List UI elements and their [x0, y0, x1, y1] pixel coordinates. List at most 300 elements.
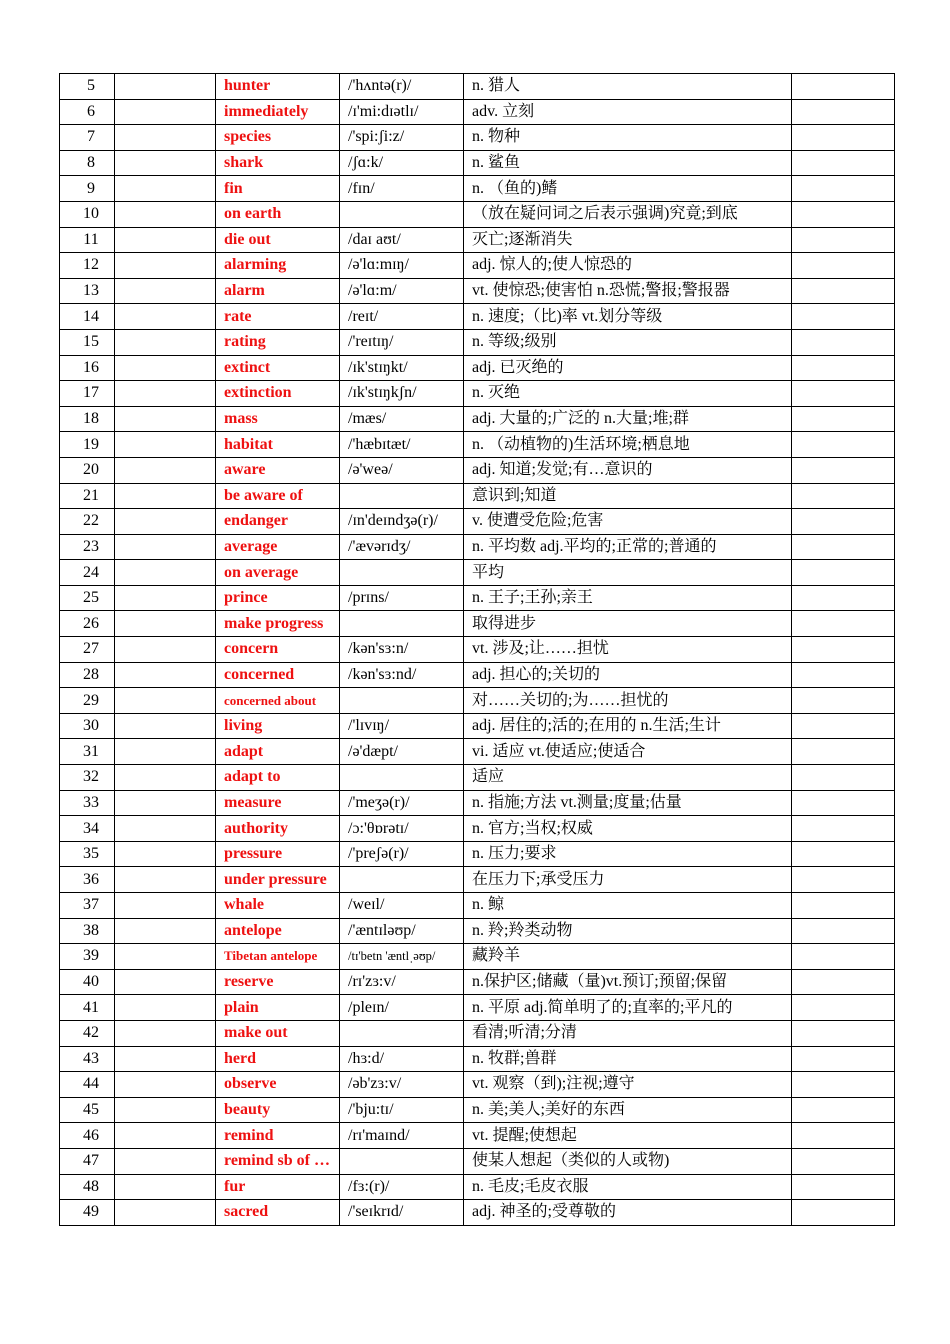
table-row — [60, 688, 895, 714]
table-row — [60, 381, 895, 407]
word-cell: adapt to — [216, 765, 340, 791]
phonetic-cell: /'ævərɪdʒ/ — [340, 534, 464, 560]
row-number-cell: 33 — [60, 790, 115, 816]
blank-cell — [115, 611, 216, 637]
table-row — [60, 969, 895, 995]
notes-cell — [792, 611, 895, 637]
blank-cell — [115, 278, 216, 304]
notes-cell — [792, 867, 895, 893]
phonetic-cell: /tɪ'betn 'æntlˌəʊp/ — [340, 944, 464, 970]
meaning-cell: n. 毛皮;毛皮衣服 — [464, 1174, 792, 1200]
meaning-cell: 取得进步 — [464, 611, 792, 637]
row-number-cell: 42 — [60, 1020, 115, 1046]
blank-cell — [115, 662, 216, 688]
notes-cell — [792, 483, 895, 509]
row-number-cell: 29 — [60, 688, 115, 714]
row-number-cell: 43 — [60, 1046, 115, 1072]
word-cell: immediately — [216, 99, 340, 125]
table-row — [60, 406, 895, 432]
word-cell: sacred — [216, 1200, 340, 1226]
table-row — [60, 253, 895, 279]
notes-cell — [792, 329, 895, 355]
table-row — [60, 1072, 895, 1098]
table-row — [60, 150, 895, 176]
phonetic-cell: /rɪ'zɜ:v/ — [340, 969, 464, 995]
word-cell: on earth — [216, 201, 340, 227]
table-row — [60, 585, 895, 611]
blank-cell — [115, 457, 216, 483]
meaning-cell: adj. 神圣的;受尊敬的 — [464, 1200, 792, 1226]
word-cell: Tibetan antelope — [216, 944, 340, 970]
table-row — [60, 867, 895, 893]
row-number-cell: 14 — [60, 304, 115, 330]
meaning-cell: vt. 涉及;让……担忧 — [464, 637, 792, 663]
row-number-cell: 13 — [60, 278, 115, 304]
phonetic-cell: /prɪns/ — [340, 585, 464, 611]
notes-cell — [792, 1200, 895, 1226]
meaning-cell: v. 使遭受危险;危害 — [464, 509, 792, 535]
row-number-cell: 27 — [60, 637, 115, 663]
notes-cell — [792, 99, 895, 125]
meaning-cell: n. 平原 adj.简单明了的;直率的;平凡的 — [464, 995, 792, 1021]
word-cell: shark — [216, 150, 340, 176]
table-row — [60, 995, 895, 1021]
meaning-cell: 平均 — [464, 560, 792, 586]
vocabulary-table — [59, 73, 895, 1226]
phonetic-cell: /ɔ:'θɒrətɪ/ — [340, 816, 464, 842]
blank-cell — [115, 765, 216, 791]
word-cell: remind sb of … — [216, 1148, 340, 1174]
blank-cell — [115, 790, 216, 816]
row-number-cell: 6 — [60, 99, 115, 125]
row-number-cell: 30 — [60, 713, 115, 739]
phonetic-cell: /ɪ'mi:dɪətlɪ/ — [340, 99, 464, 125]
notes-cell — [792, 637, 895, 663]
blank-cell — [115, 1174, 216, 1200]
meaning-cell: n. 鲨鱼 — [464, 150, 792, 176]
meaning-cell: n. 指施;方法 vt.测量;度量;估量 — [464, 790, 792, 816]
notes-cell — [792, 201, 895, 227]
word-cell: fur — [216, 1174, 340, 1200]
blank-cell — [115, 893, 216, 919]
phonetic-cell — [340, 611, 464, 637]
blank-cell — [115, 125, 216, 151]
blank-cell — [115, 969, 216, 995]
blank-cell — [115, 176, 216, 202]
word-cell: fin — [216, 176, 340, 202]
word-cell: concerned about — [216, 688, 340, 714]
table-row — [60, 560, 895, 586]
blank-cell — [115, 201, 216, 227]
phonetic-cell: /'meʒə(r)/ — [340, 790, 464, 816]
phonetic-cell — [340, 1020, 464, 1046]
phonetic-cell: /'hæbɪtæt/ — [340, 432, 464, 458]
blank-cell — [115, 944, 216, 970]
blank-cell — [115, 99, 216, 125]
meaning-cell: 看清;听清;分清 — [464, 1020, 792, 1046]
phonetic-cell: /kən'sɜ:nd/ — [340, 662, 464, 688]
notes-cell — [792, 534, 895, 560]
phonetic-cell: /'æntɪləʊp/ — [340, 918, 464, 944]
word-cell: extinct — [216, 355, 340, 381]
row-number-cell: 47 — [60, 1148, 115, 1174]
meaning-cell: 对……关切的;为……担忧的 — [464, 688, 792, 714]
word-cell: die out — [216, 227, 340, 253]
phonetic-cell: /fɪn/ — [340, 176, 464, 202]
row-number-cell: 5 — [60, 74, 115, 100]
phonetic-cell: /hɜ:d/ — [340, 1046, 464, 1072]
phonetic-cell: /kən'sɜ:n/ — [340, 637, 464, 663]
blank-cell — [115, 918, 216, 944]
blank-cell — [115, 227, 216, 253]
notes-cell — [792, 176, 895, 202]
notes-cell — [792, 1148, 895, 1174]
table-row — [60, 790, 895, 816]
meaning-cell: n.保护区;储藏（量)vt.预订;预留;保留 — [464, 969, 792, 995]
row-number-cell: 28 — [60, 662, 115, 688]
row-number-cell: 49 — [60, 1200, 115, 1226]
table-row — [60, 611, 895, 637]
word-cell: be aware of — [216, 483, 340, 509]
blank-cell — [115, 816, 216, 842]
meaning-cell: n. 等级;级别 — [464, 329, 792, 355]
blank-cell — [115, 150, 216, 176]
word-cell: remind — [216, 1123, 340, 1149]
notes-cell — [792, 918, 895, 944]
notes-cell — [792, 432, 895, 458]
blank-cell — [115, 688, 216, 714]
blank-cell — [115, 304, 216, 330]
phonetic-cell: /'spi:ʃi:z/ — [340, 125, 464, 151]
table-row — [60, 918, 895, 944]
vocabulary-table-body — [60, 74, 895, 1226]
word-cell: antelope — [216, 918, 340, 944]
row-number-cell: 44 — [60, 1072, 115, 1098]
table-row — [60, 713, 895, 739]
word-cell: mass — [216, 406, 340, 432]
word-cell: prince — [216, 585, 340, 611]
table-row — [60, 1174, 895, 1200]
meaning-cell: n. （鱼的)鳍 — [464, 176, 792, 202]
table-row — [60, 1046, 895, 1072]
notes-cell — [792, 739, 895, 765]
blank-cell — [115, 1148, 216, 1174]
notes-cell — [792, 1097, 895, 1123]
row-number-cell: 21 — [60, 483, 115, 509]
notes-cell — [792, 1020, 895, 1046]
table-row — [60, 765, 895, 791]
notes-cell — [792, 457, 895, 483]
blank-cell — [115, 483, 216, 509]
row-number-cell: 24 — [60, 560, 115, 586]
phonetic-cell: /'reɪtɪŋ/ — [340, 329, 464, 355]
meaning-cell: 意识到;知道 — [464, 483, 792, 509]
word-cell: make progress — [216, 611, 340, 637]
row-number-cell: 40 — [60, 969, 115, 995]
row-number-cell: 32 — [60, 765, 115, 791]
meaning-cell: n. 压力;要求 — [464, 841, 792, 867]
phonetic-cell: /ə'lɑ:mɪŋ/ — [340, 253, 464, 279]
meaning-cell: adj. 担心的;关切的 — [464, 662, 792, 688]
phonetic-cell: /pleɪn/ — [340, 995, 464, 1021]
word-cell: alarm — [216, 278, 340, 304]
notes-cell — [792, 816, 895, 842]
table-row — [60, 1123, 895, 1149]
row-number-cell: 10 — [60, 201, 115, 227]
word-cell: concern — [216, 637, 340, 663]
row-number-cell: 17 — [60, 381, 115, 407]
table-row — [60, 227, 895, 253]
blank-cell — [115, 1097, 216, 1123]
table-row — [60, 1020, 895, 1046]
meaning-cell: adj. 知道;发觉;有…意识的 — [464, 457, 792, 483]
blank-cell — [115, 253, 216, 279]
table-row — [60, 304, 895, 330]
notes-cell — [792, 1072, 895, 1098]
word-cell: on average — [216, 560, 340, 586]
word-cell: observe — [216, 1072, 340, 1098]
notes-cell — [792, 406, 895, 432]
blank-cell — [115, 995, 216, 1021]
word-cell: living — [216, 713, 340, 739]
phonetic-cell: /ə'weə/ — [340, 457, 464, 483]
table-row — [60, 509, 895, 535]
row-number-cell: 9 — [60, 176, 115, 202]
word-cell: beauty — [216, 1097, 340, 1123]
phonetic-cell — [340, 688, 464, 714]
row-number-cell: 37 — [60, 893, 115, 919]
notes-cell — [792, 1123, 895, 1149]
table-row — [60, 534, 895, 560]
phonetic-cell: /mæs/ — [340, 406, 464, 432]
notes-cell — [792, 765, 895, 791]
row-number-cell: 36 — [60, 867, 115, 893]
row-number-cell: 38 — [60, 918, 115, 944]
word-cell: aware — [216, 457, 340, 483]
notes-cell — [792, 995, 895, 1021]
phonetic-cell — [340, 765, 464, 791]
blank-cell — [115, 713, 216, 739]
notes-cell — [792, 713, 895, 739]
word-cell: hunter — [216, 74, 340, 100]
table-row — [60, 176, 895, 202]
meaning-cell: 适应 — [464, 765, 792, 791]
meaning-cell: n. 羚;羚类动物 — [464, 918, 792, 944]
table-row — [60, 125, 895, 151]
meaning-cell: vt. 观察（到);注视;遵守 — [464, 1072, 792, 1098]
phonetic-cell: /əb'zɜ:v/ — [340, 1072, 464, 1098]
meaning-cell: adj. 居住的;活的;在用的 n.生活;生计 — [464, 713, 792, 739]
phonetic-cell: /'bju:tɪ/ — [340, 1097, 464, 1123]
notes-cell — [792, 74, 895, 100]
word-cell: species — [216, 125, 340, 151]
table-row — [60, 457, 895, 483]
table-row — [60, 483, 895, 509]
table-row — [60, 662, 895, 688]
table-row — [60, 432, 895, 458]
blank-cell — [115, 432, 216, 458]
meaning-cell: n. 王子;王孙;亲王 — [464, 585, 792, 611]
notes-cell — [792, 355, 895, 381]
row-number-cell: 39 — [60, 944, 115, 970]
notes-cell — [792, 790, 895, 816]
table-row — [60, 329, 895, 355]
row-number-cell: 34 — [60, 816, 115, 842]
meaning-cell: n. （动植物的)生活环境;栖息地 — [464, 432, 792, 458]
phonetic-cell: /'seɪkrɪd/ — [340, 1200, 464, 1226]
meaning-cell: n. 牧群;兽群 — [464, 1046, 792, 1072]
row-number-cell: 8 — [60, 150, 115, 176]
blank-cell — [115, 585, 216, 611]
table-row — [60, 201, 895, 227]
blank-cell — [115, 1046, 216, 1072]
meaning-cell: n. 灭绝 — [464, 381, 792, 407]
phonetic-cell: /ɪk'stɪŋkt/ — [340, 355, 464, 381]
row-number-cell: 7 — [60, 125, 115, 151]
notes-cell — [792, 944, 895, 970]
table-row — [60, 944, 895, 970]
phonetic-cell: /ə'dæpt/ — [340, 739, 464, 765]
meaning-cell: n. 猎人 — [464, 74, 792, 100]
word-cell: rate — [216, 304, 340, 330]
phonetic-cell — [340, 201, 464, 227]
meaning-cell: vt. 提醒;使想起 — [464, 1123, 792, 1149]
row-number-cell: 25 — [60, 585, 115, 611]
phonetic-cell: /'preʃə(r)/ — [340, 841, 464, 867]
phonetic-cell — [340, 867, 464, 893]
meaning-cell: 灭亡;逐渐消失 — [464, 227, 792, 253]
word-cell: endanger — [216, 509, 340, 535]
meaning-cell: n. 美;美人;美好的东西 — [464, 1097, 792, 1123]
row-number-cell: 46 — [60, 1123, 115, 1149]
word-cell: plain — [216, 995, 340, 1021]
blank-cell — [115, 841, 216, 867]
word-cell: under pressure — [216, 867, 340, 893]
row-number-cell: 12 — [60, 253, 115, 279]
row-number-cell: 48 — [60, 1174, 115, 1200]
notes-cell — [792, 278, 895, 304]
row-number-cell: 15 — [60, 329, 115, 355]
notes-cell — [792, 969, 895, 995]
table-row — [60, 739, 895, 765]
notes-cell — [792, 509, 895, 535]
table-row — [60, 1097, 895, 1123]
phonetic-cell: /'hʌntə(r)/ — [340, 74, 464, 100]
blank-cell — [115, 1020, 216, 1046]
row-number-cell: 26 — [60, 611, 115, 637]
notes-cell — [792, 304, 895, 330]
row-number-cell: 41 — [60, 995, 115, 1021]
blank-cell — [115, 1072, 216, 1098]
meaning-cell: vi. 适应 vt.使适应;使适合 — [464, 739, 792, 765]
blank-cell — [115, 739, 216, 765]
meaning-cell: 使某人想起（类似的人或物) — [464, 1148, 792, 1174]
meaning-cell: n. 平均数 adj.平均的;正常的;普通的 — [464, 534, 792, 560]
table-row — [60, 355, 895, 381]
word-cell: make out — [216, 1020, 340, 1046]
table-row — [60, 637, 895, 663]
notes-cell — [792, 560, 895, 586]
blank-cell — [115, 329, 216, 355]
phonetic-cell: /'lɪvɪŋ/ — [340, 713, 464, 739]
blank-cell — [115, 74, 216, 100]
phonetic-cell — [340, 1148, 464, 1174]
blank-cell — [115, 560, 216, 586]
row-number-cell: 31 — [60, 739, 115, 765]
word-cell: alarming — [216, 253, 340, 279]
notes-cell — [792, 662, 895, 688]
phonetic-cell — [340, 560, 464, 586]
table-row — [60, 1200, 895, 1226]
notes-cell — [792, 1174, 895, 1200]
phonetic-cell: /daɪ aʊt/ — [340, 227, 464, 253]
meaning-cell: n. 速度;（比)率 vt.划分等级 — [464, 304, 792, 330]
table-row — [60, 1148, 895, 1174]
meaning-cell: n. 官方;当权;权威 — [464, 816, 792, 842]
meaning-cell: adj. 惊人的;使人惊恐的 — [464, 253, 792, 279]
phonetic-cell: /reɪt/ — [340, 304, 464, 330]
word-cell: herd — [216, 1046, 340, 1072]
word-cell: reserve — [216, 969, 340, 995]
blank-cell — [115, 381, 216, 407]
meaning-cell: （放在疑问词之后表示强调)究竟;到底 — [464, 201, 792, 227]
notes-cell — [792, 381, 895, 407]
meaning-cell: vt. 使惊恐;使害怕 n.恐慌;警报;警报器 — [464, 278, 792, 304]
phonetic-cell: /weɪl/ — [340, 893, 464, 919]
notes-cell — [792, 150, 895, 176]
row-number-cell: 11 — [60, 227, 115, 253]
blank-cell — [115, 1123, 216, 1149]
table-row — [60, 841, 895, 867]
notes-cell — [792, 841, 895, 867]
notes-cell — [792, 253, 895, 279]
word-cell: extinction — [216, 381, 340, 407]
blank-cell — [115, 637, 216, 663]
notes-cell — [792, 893, 895, 919]
row-number-cell: 22 — [60, 509, 115, 535]
word-cell: rating — [216, 329, 340, 355]
word-cell: average — [216, 534, 340, 560]
word-cell: whale — [216, 893, 340, 919]
meaning-cell: n. 物种 — [464, 125, 792, 151]
row-number-cell: 23 — [60, 534, 115, 560]
notes-cell — [792, 125, 895, 151]
blank-cell — [115, 509, 216, 535]
notes-cell — [792, 1046, 895, 1072]
phonetic-cell: /ə'lɑ:m/ — [340, 278, 464, 304]
word-cell: concerned — [216, 662, 340, 688]
row-number-cell: 35 — [60, 841, 115, 867]
row-number-cell: 18 — [60, 406, 115, 432]
row-number-cell: 45 — [60, 1097, 115, 1123]
word-cell: habitat — [216, 432, 340, 458]
phonetic-cell: /rɪ'maɪnd/ — [340, 1123, 464, 1149]
meaning-cell: adj. 大量的;广泛的 n.大量;堆;群 — [464, 406, 792, 432]
row-number-cell: 16 — [60, 355, 115, 381]
meaning-cell: 在压力下;承受压力 — [464, 867, 792, 893]
table-row — [60, 99, 895, 125]
row-number-cell: 20 — [60, 457, 115, 483]
meaning-cell: adv. 立刻 — [464, 99, 792, 125]
notes-cell — [792, 688, 895, 714]
phonetic-cell: /fɜ:(r)/ — [340, 1174, 464, 1200]
meaning-cell: 藏羚羊 — [464, 944, 792, 970]
phonetic-cell — [340, 483, 464, 509]
phonetic-cell: /ʃɑ:k/ — [340, 150, 464, 176]
meaning-cell: adj. 已灭绝的 — [464, 355, 792, 381]
word-cell: measure — [216, 790, 340, 816]
table-row — [60, 278, 895, 304]
